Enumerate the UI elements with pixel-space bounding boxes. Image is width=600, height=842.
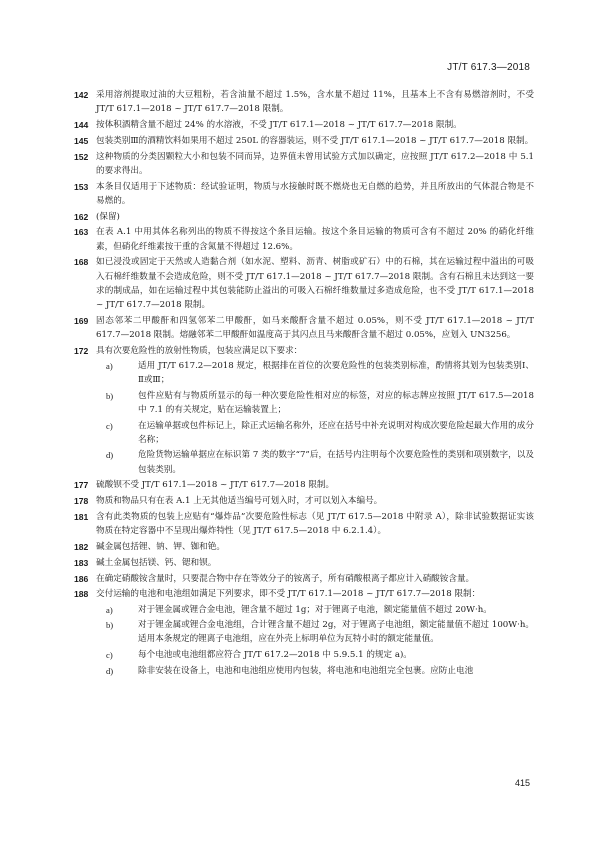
subitem-marker: b) [106, 390, 114, 401]
provision-number: 142 [74, 90, 89, 100]
subitem-text: 适用 JT/T 617.2—2018 规定，根据排在首位的次要危险性的包装类别标准，酌情将其划为包装类别Ⅰ、Ⅱ或Ⅲ； [138, 361, 534, 386]
subitem-text: 每个电池或电池组都应符合 JT/T 617.2—2018 中 5.9.5.1 的规定 a)。 [138, 649, 412, 660]
provision-number: 172 [74, 345, 89, 356]
provision-number: 162 [74, 211, 89, 222]
provision-entry [74, 510, 534, 538]
subitem-text: 危险货物运输单据应在标识第 7 类的数字“7”后，在括号内注明每个次要危险性的类别和项别数字，以及包装类别。 [138, 450, 534, 475]
provision-subitem [96, 359, 534, 387]
provision-text: 硫酸钡不受 JT/T 617.1—2018 ~ JT/T 617.7—2018 限制。 [96, 480, 335, 491]
subitem-text: 对于锂金属或锂合金电池，锂含量不超过 1g；对于锂离子电池，额定能量值不超过 20W·h。 [138, 604, 492, 615]
provision-entry [74, 314, 534, 342]
provision-entry [74, 587, 534, 677]
provision-subitem [96, 389, 534, 417]
provision-number: 152 [74, 151, 89, 162]
subitem-marker: a) [106, 604, 113, 615]
provision-text: 碱金属包括锂、钠、钾、铷和铯。 [96, 541, 225, 552]
provision-text: 采用溶剂提取过油的大豆粗粉，若含油量不超过 1.5%，含水量不超过 11%，且基本上不含有易燃溶剂时，不受 JT/T 617.1—2018 ~ JT/T 617.7—2018 限制。 [96, 90, 534, 115]
provision-entry [74, 572, 534, 586]
provision-text: (保留) [96, 211, 120, 222]
provision-subitem [96, 419, 534, 447]
provision-text: 如已浸没或固定于天然或人造黏合剂（如水泥、塑料、沥青、树脂或矿石）中的石棉，其在运输过程中溢出的可吸入石棉纤维数量不会造成危险，则不受 JT/T 617.1—2018 ~ JT/T 617.7—2018 限制。含有石棉且未达到这一要求的制成品，如在运输过程中其包装能防止溢出的可吸入石棉纤维数量过多造成危险，也不受 JT/T 617.1—2018 ~ JT/T 617.7—2018 限制。 [96, 257, 534, 310]
provision-text: 本条目仅适用于下述物质：经试验证明，物质与水接触时既不燃烧也无自燃的趋势，并且所放出的气体混合物是不易燃的。 [96, 181, 534, 206]
provision-text: 交付运输的电池和电池组如满足下列要求，即不受 JT/T 617.1—2018 ~ JT/T 617.7—2018 限制： [96, 589, 481, 600]
provision-text: 固态邻苯二甲酸酐和四氢邻苯二甲酸酐，如马来酸酐含量不超过 0.05%，则不受 JT/T 617.1—2018 ~ JT/T 617.7—2018 限制。熔融邻苯二甲酸酐如温度高于其闪点且马来酸酐含量不超过 0.05%，应划入 UN3256。 [96, 315, 534, 340]
provision-text: 含有此类物质的包装上应贴有“爆炸品”次要危险性标志（见 JT/T 617.5—2018 中附录 A），除非试验数据证实该物质在特定容器中不呈现出爆炸特性（见 JT/T 617.5—2018 中 6.2.1.4）。 [96, 511, 534, 537]
provision-entry [74, 225, 534, 253]
provision-entry [74, 494, 534, 508]
provision-entry [74, 134, 534, 148]
provision-subitems [96, 359, 534, 477]
provision-text: 按体积酒精含量不超过 24% 的水溶液，不受 JT/T 617.1—2018 ~ JT/T 617.7—2018 限制。 [96, 120, 462, 130]
provision-number: 178 [74, 496, 89, 507]
provision-text: 具有次要危险性的放射性物质，包装应满足以下要求： [96, 345, 303, 356]
provision-entry [74, 118, 534, 132]
provision-number: 181 [74, 511, 89, 522]
provision-number: 169 [74, 315, 89, 326]
provision-entry [74, 556, 534, 570]
standard-header: JT/T 617.3—2018 [447, 62, 530, 73]
provision-entry [74, 255, 534, 312]
provision-entry [74, 150, 534, 178]
provision-entry [74, 344, 534, 477]
special-provisions-list [74, 88, 534, 679]
provision-number: 145 [74, 135, 89, 146]
subitem-marker: d) [106, 450, 114, 461]
provision-subitem [96, 664, 534, 678]
provision-number: 186 [74, 573, 89, 584]
provision-number: 177 [74, 480, 89, 491]
page-number: 415 [514, 778, 530, 788]
provision-subitem [96, 618, 534, 646]
provision-number: 188 [74, 589, 89, 600]
provision-subitem [96, 648, 534, 662]
provision-subitems [96, 603, 534, 678]
subitem-marker: a) [106, 361, 113, 371]
provision-text: 这种物质的分类因颗粒大小和包装不同而异，边界值未曾用试验方式加以确定，应按照 JT/T 617.2—2018 中 5.1 的要求得出。 [96, 151, 534, 176]
provision-number: 144 [74, 120, 89, 130]
provision-text: 在表 A.1 中用其体名称列出的物质不得按这个条目运输。按这个条目运输的物质可含有不超过 20% 的硝化纤维素，但硝化纤维素按干重的含氮量不得超过 12.6%。 [96, 227, 534, 252]
provision-entry [74, 540, 534, 554]
provision-text: 包装类别Ⅲ的酒精饮料如果用不超过 250L 的容器装运，则不受 JT/T 617.1—2018 ~ JT/T 617.7—2018 限制。 [96, 135, 534, 146]
subitem-text: 除非安装在设备上，电池和电池组应使用内包装，将电池和电池组完全包裹。应防止电池 [138, 665, 474, 676]
subitem-marker: c) [106, 649, 113, 660]
subitem-text: 在运输单据或包件标记上，除正式运输名称外，还应在括号中补充说明对构成次要危险起最大作用的成分名称； [138, 420, 534, 445]
provision-number: 183 [74, 557, 89, 568]
provision-subitem [96, 448, 534, 476]
subitem-marker: d) [106, 665, 114, 676]
provision-entry [74, 210, 534, 224]
provision-text: 物质和物品只有在表 A.1 上无其他适当编号可划入时，才可以划入本编号。 [96, 496, 383, 507]
provision-subitem [96, 603, 534, 617]
subitem-text: 对于锂金属或锂合金电池组，合计锂含量不超过 2g，对于锂离子电池组，额定能量值不超过 100W·h。适用本条规定的锂离子电池组，应在外壳上标明单位为瓦特小时的额定能量值。 [138, 620, 534, 645]
subitem-marker: c) [106, 420, 113, 431]
provision-text: 在确定硝酸铵含量时，只要混合物中存在等效分子的铵离子，所有硝酸根离子都应计入硝酸铵含量。 [96, 573, 475, 584]
provision-number: 182 [74, 541, 89, 552]
provision-entry [74, 478, 534, 492]
provision-number: 163 [74, 227, 89, 238]
subitem-marker: b) [106, 620, 114, 631]
provision-text: 碱土金属包括镁、钙、锶和钡。 [96, 557, 217, 568]
provision-number: 168 [74, 257, 89, 268]
provision-entry [74, 180, 534, 208]
provision-number: 153 [74, 181, 89, 192]
provision-entry [74, 88, 534, 116]
subitem-text: 包件应贴有与物质所显示的每一种次要危险性相对应的标签，对应的标志牌应按照 JT/T 617.5—2018 中 7.1 的有关规定，贴在运输装置上； [138, 390, 534, 415]
